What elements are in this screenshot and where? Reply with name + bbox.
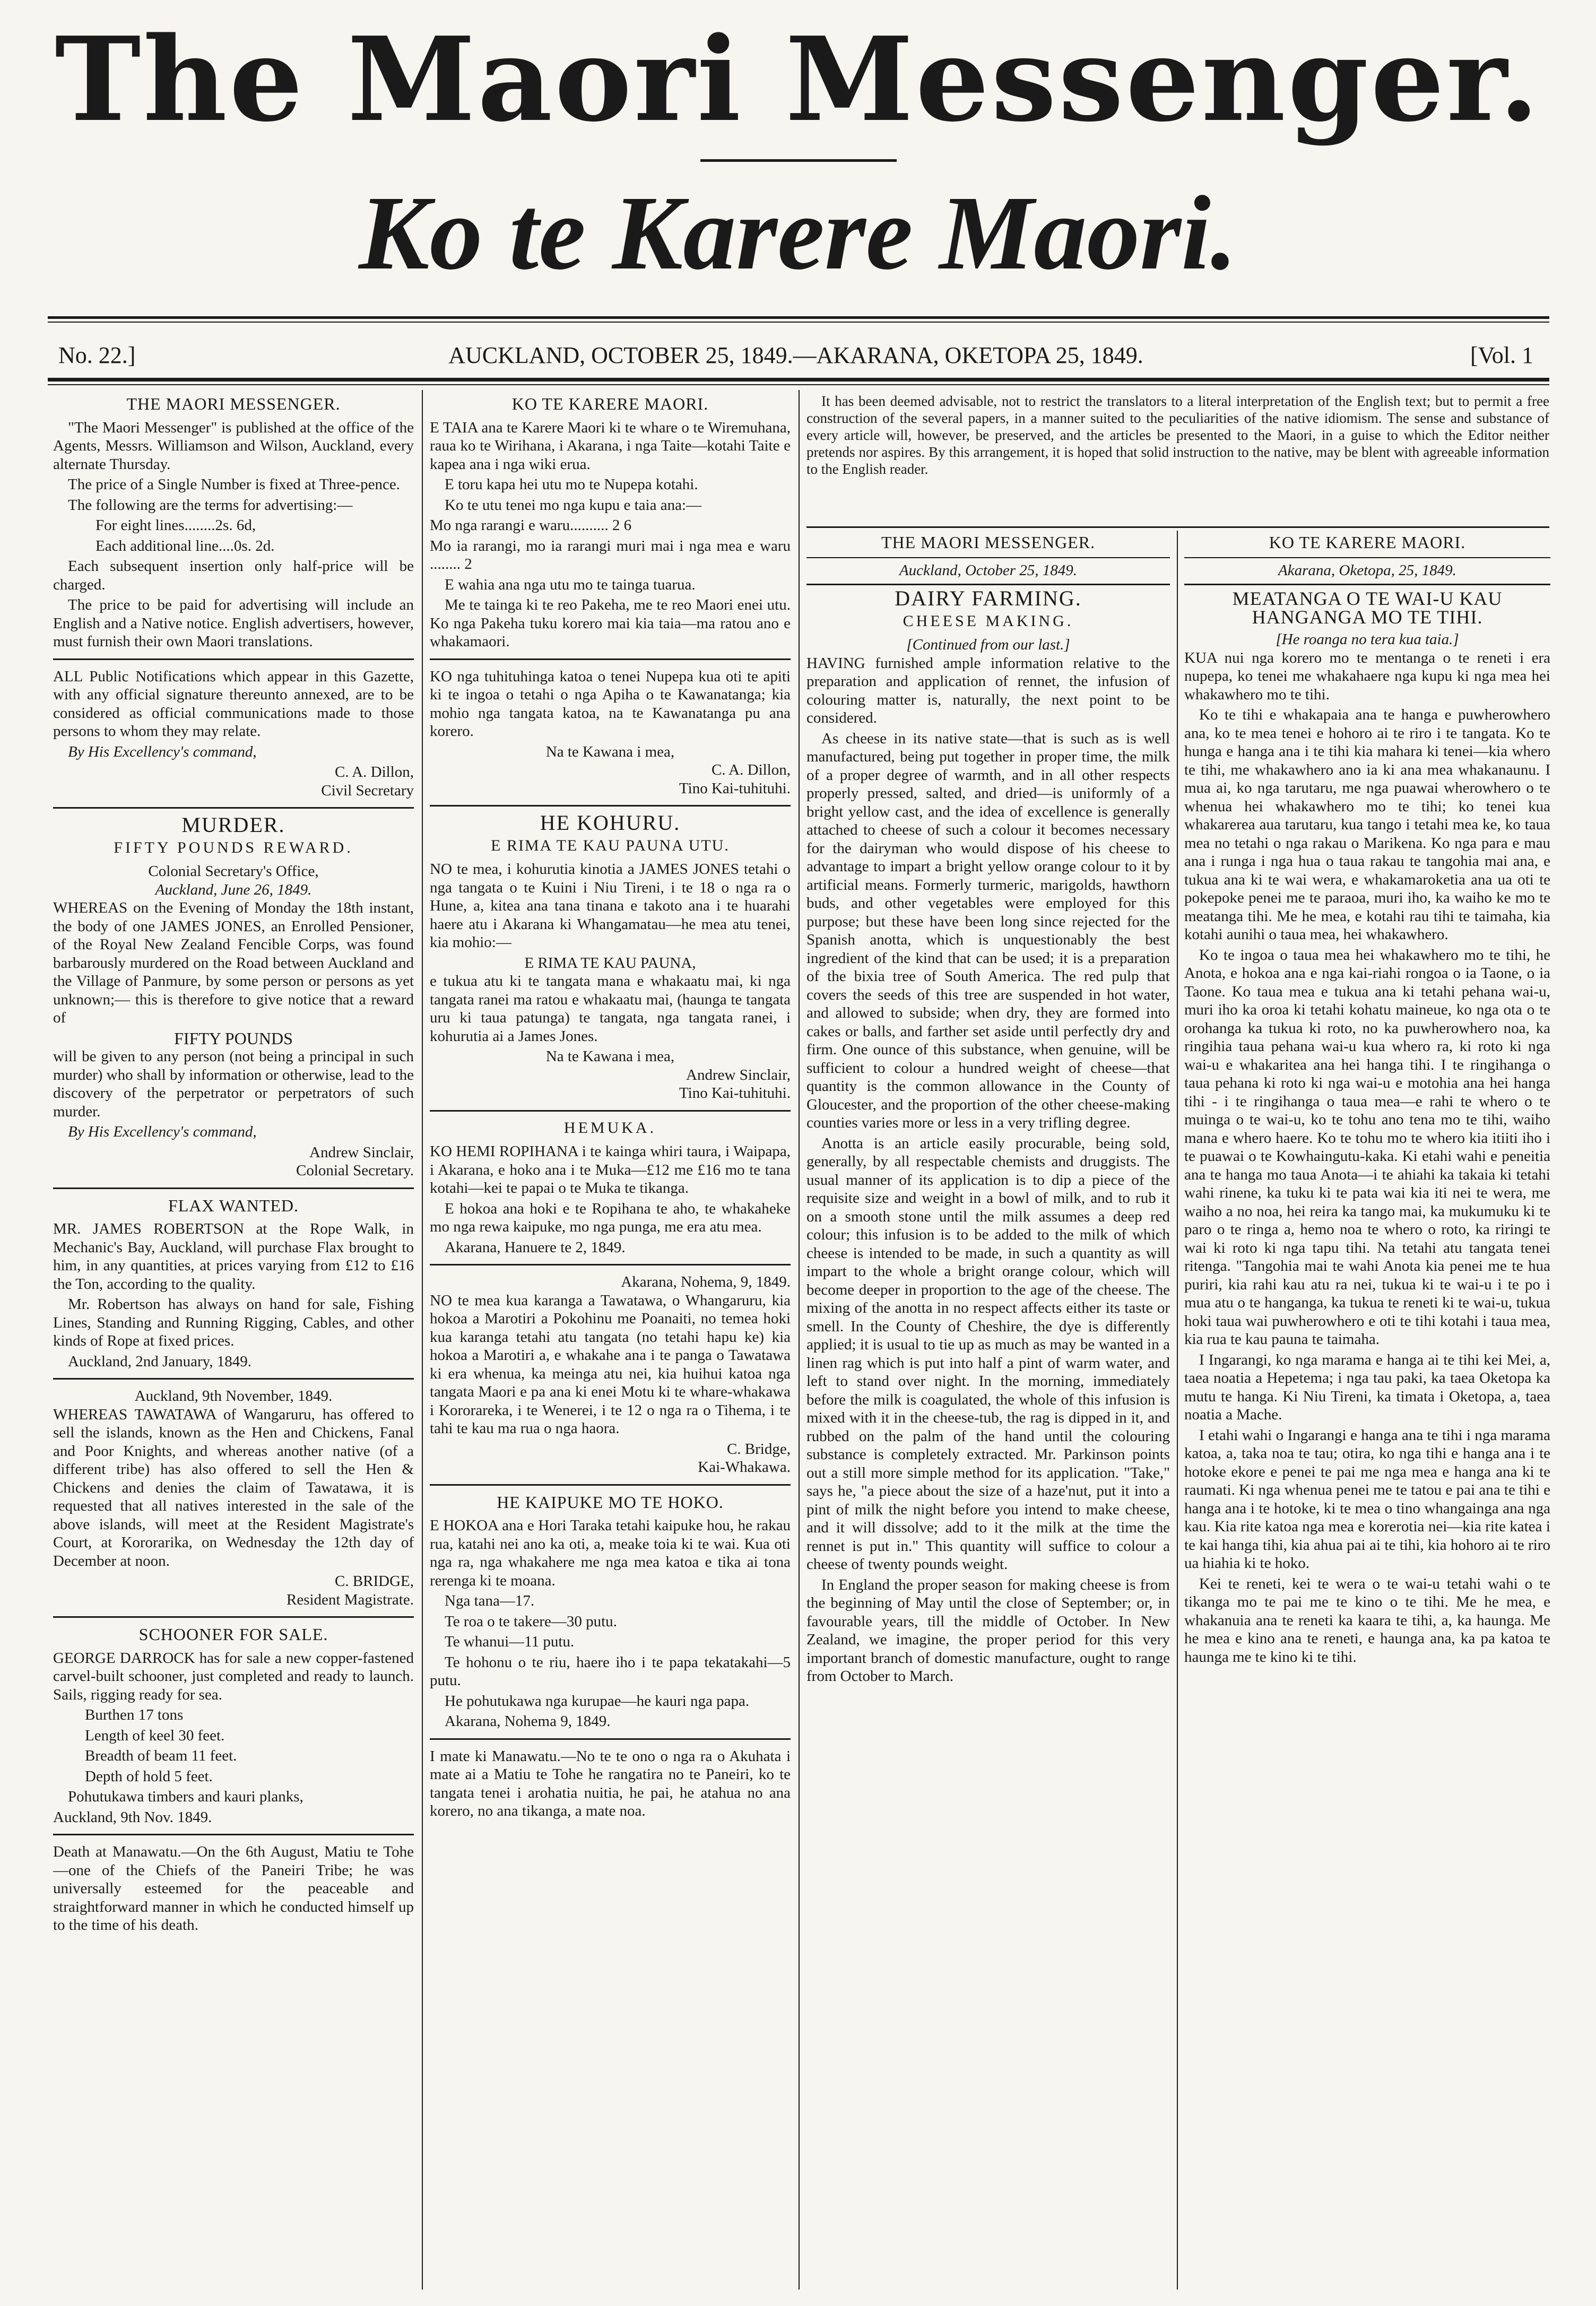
column-maori-article xyxy=(1184,533,1550,2298)
signature-title: Tino Kai-tuhituhi. xyxy=(679,1085,791,1102)
section-rule xyxy=(430,1738,791,1740)
paragraph: I etahi wahi o Ingarangi e hanga ana te tihi i nga marama katoa, a, taka noa te tau; otira, ko nga tihi e hanga ana i te hotoke ekore e penei te pai me nga mea e hanga ana ki te raumati. Ki nga whenua penei me te tatou e pai ana te tihi e hanga ana i te hotoke, ki te mea o tino whangainga ana nga kau. Kia rite katoa nga mea e korerotia nei—kia rite katea i te kai hanga tihi, kia ahua pai ai te tihi, kia hohoro ai te riro ua hiahia ki te hoko. xyxy=(1184,1426,1550,1572)
volume-number: [Vol. 1 xyxy=(1470,342,1533,368)
paragraph: E wahia ana nga utu mo te tainga tuarua. xyxy=(445,576,696,593)
paragraph: Each subsequent insertion only half-price will be charged. xyxy=(53,558,414,593)
date-line: Auckland, 9th Nov. 1849. xyxy=(53,1808,212,1826)
paragraph: Me te tainga ki te reo Pakeha, me te reo Maori enei utu. Ko nga Pakeha tuku korero mai kia taia—ma ratou ano e whakamaori. xyxy=(430,596,791,650)
column-divider xyxy=(1177,531,1178,2290)
article-heading: HEMUKA. xyxy=(563,1119,657,1137)
issue-date: Auckland, October 25, 1849. xyxy=(899,561,1078,579)
signature-title: Tino Kai-tuhituhi. xyxy=(679,779,791,797)
signature-name: Andrew Sinclair, xyxy=(309,1143,414,1161)
paragraph: E toru kapa hei utu mo te Nupepa kotahi. xyxy=(445,476,698,493)
column-english-article xyxy=(806,533,1170,2298)
issue-date: Akarana, Oketopa, 25, 1849. xyxy=(1278,561,1456,579)
spec-line: Pohutukawa timbers and kauri planks, xyxy=(68,1788,303,1805)
paragraph: Anotta is an article easily procurable, being sold, generally, by all respectable chemists and druggists. The usual manner of its application is to dip a piece of the requisite size and weight in a bowl of milk, and to rub it on a smooth stone until the milk assumes a deep red colour; this infusion is to be added to the milk of which cheese is intended to be made, in such a quantity as will impart to the whole a bright orange colour, which will become deeper in proportion to the age of the cheese. The mixing of the anotta in no respect affects either its taste or smell. In the County of Cheshire, the dye is differently applied; it is usual to tie up as much as may be wanted in a linen rag which is put into half a pint of warm water, and left to stand over night. In the morning, immediately before the milk is coagulated, the whole of this infusion is mixed with it in the cheese-tub, the rag is dipped in it, and rubbed on the palm of the hand until the colouring substance is completely extracted. Mr. Parkinson points out a still more simple method for its application. "Take," says he, "a piece about the size of a haze'nut, put it into a pint of milk the night before you intend to make cheese, and it will dissolve; add to it the milk at the time the rennet is put in." This quantity will suffice to colour a cheese of twenty pounds weight. xyxy=(806,1134,1170,1573)
spec-line: He pohutukawa nga kurupae—he kauri nga papa. xyxy=(445,1692,750,1710)
article-title: MEATANGA O TE WAI-U KAU HANGANGA MO TE TIHI. xyxy=(1232,588,1503,628)
paragraph: I Ingarangi, ko nga marama e hanga ai te tihi kei Mei, a, taea noatia a Hepetema; i nga tau paki, ka taea Oketopa ka mutu te hanga. Ki Niu Tireni, ka timata i Oketopa, a, taea noatia a Mache. xyxy=(1184,1351,1550,1423)
paragraph: Ko te utu tenei mo nga kupu e taia ana:— xyxy=(445,496,701,514)
section-rule xyxy=(53,807,414,809)
paragraph: WHEREAS on the Evening of Monday the 18th instant, the body of one JAMES JONES, an Enrolled Pensioner, of the Royal New Zealand Fencible Corps, was found barbarously murdered on the Road between Auckland and the Village of Panmure, by some person or persons as yet unknown;— this is therefore to give notice that a reward of xyxy=(53,899,414,1026)
section-heading: THE MAORI MESSENGER. xyxy=(881,533,1096,552)
spec-line: Te roa o te takere—30 putu. xyxy=(445,1613,617,1630)
section-rule xyxy=(53,1834,414,1835)
signature-name: C. A. Dillon, xyxy=(334,764,414,781)
section-rule xyxy=(1184,557,1550,558)
article-heading: SCHOONER FOR SALE. xyxy=(138,1625,328,1644)
signature-name: Andrew Sinclair, xyxy=(686,1066,791,1083)
section-rule xyxy=(430,1264,791,1265)
spec-line: Te whanui—11 putu. xyxy=(445,1633,575,1650)
rate-line: For eight lines........2s. 6d, xyxy=(96,517,256,534)
column-english-notices xyxy=(53,393,414,2298)
section-rule xyxy=(1184,584,1550,585)
date-line: Auckland, 2nd January, 1849. xyxy=(68,1353,252,1370)
date-line: Akarana, Nohema, 9, 1849. xyxy=(621,1273,791,1290)
paragraph: WHEREAS TAWATAWA of Wangaruru, has offered to sell the islands, known as the Hen and Chickens, Fanal and Poor Knights, and whereas another native (of a different tribe) has also offered to sell the Hen & Chickens and denies the claim of Tawatawa, it is requested that all natives interested in the sale of the above islands, will meet at the Resident Magistrate's Court, at Kororarika, on Wednesday the 12th day of December at noon. xyxy=(53,1406,414,1570)
paragraph: The following are the terms for advertising:— xyxy=(68,496,353,514)
command-line: By His Excellency's command, xyxy=(68,1123,257,1140)
masthead-divider xyxy=(700,159,897,162)
paragraph: It has been deemed advisable, not to restrict the translators to a literal interpretation of the English text; but to permit a free construction of the several papers, in a manner suited to the peculiarities of the native idiomism. The sense and substance of every article will, however, be preserved, and the articles be presented to the Maori, in a guise to which the Editor neither pretends nor aspires. By this arrangement, it is hoped that solid instruction to the native, may be blent with agreeable information to the English reader. xyxy=(806,393,1549,477)
dateline-rule-thin xyxy=(48,384,1549,385)
column-divider xyxy=(799,390,800,2290)
section-heading: KO TE KARERE MAORI. xyxy=(1269,533,1466,552)
notice-paragraph: ALL Public Notifications which appear in this Gazette, with any official signature thereunto annexed, are to be considered as official communications made to those persons to whom they may relate. xyxy=(53,667,414,740)
paragraph: E HOKOA ana e Hori Taraka tetahi kaipuke hou, he rakau rua, katahi nei ano ka oti, a, meake toia ki te wai. Kua oti nga ra, nga whakahere me nga mea katoa e tika ai tona rerenga ki te moana. xyxy=(430,1517,791,1589)
reward-amount: E RIMA TE KAU PAUNA, xyxy=(524,954,696,972)
article-heading: HE KAIPUKE MO TE HOKO. xyxy=(497,1492,724,1512)
issue-date: AUCKLAND, OCTOBER 25, 1849.—AKARANA, OKETOPA 25, 1849. xyxy=(448,342,1143,368)
paragraph: HAVING furnished ample information relative to the preparation and application of rennet, the infusion of colouring matter is, naturally, the next point to be considered. xyxy=(806,654,1170,726)
command-line: Na te Kawana i mea, xyxy=(545,1048,675,1065)
article-heading: MURDER. xyxy=(181,813,285,837)
paragraph: Death at Manawatu.—On the 6th August, Matiu te Tohe—one of the Chiefs of the Paneiri Tribe; he was universally esteemed for the peaceable and straightforward manner in which he conducted himself up to the time of his death. xyxy=(53,1843,414,1934)
section-rule xyxy=(806,557,1170,558)
date-line: Auckland, 9th November, 1849. xyxy=(134,1388,333,1405)
dateline xyxy=(58,340,1533,371)
editorial-note xyxy=(806,393,1549,525)
signature-title: Civil Secretary xyxy=(321,782,414,799)
section-rule xyxy=(53,1616,414,1618)
paragraph: As cheese in its native state—that is such as is well manufactured, being put together in proper time, the milk of a proper degree of warmth, and in all other respects properly pressed, salted, and dried—is uniformly of a bright yellow cast, and the idea of excellence is generally attached to cheese of such a colour it becomes necessary for the dairyman who would dispose of his cheese to advantage to impart a bright yellow orange colour to it by artificial means. Formerly turmeric, marigolds, hawthorn buds, and other vegetables were employed for this purpose; but these have been long since rejected for the Spanish anotta, which is unquestionably the best ingredient of the kind that can be used; it is a preparation of the bixia tree of South America. The red pulp that covers the seeds of this tree are suspended in hot water, and allowed to subside; when dry, they are formed into cakes or balls, and farther set aside until perfectly dry and firm. One ounce of this substance, when genuine, will be sufficient to colour a hundred weight of cheese—that quantity is the common allowance in the County of Gloucester, and the proportion of the other cheese-making counties varies more or less in a very trifling degree. xyxy=(806,730,1170,1131)
paragraph: In England the proper season for making cheese is from the beginning of May until the close of September; or, in favourable years, till the middle of October. In New Zealand, we imagine, the proper period for this very important branch of domestic manufacture, ought to range from October to March. xyxy=(806,1576,1170,1685)
section-rule xyxy=(53,658,414,660)
article-title: DAIRY FARMING. xyxy=(895,586,1082,610)
top-rule xyxy=(48,316,1549,319)
section-heading: KO TE KARERE MAORI. xyxy=(511,394,709,413)
paragraph: KUA nui nga korero mo te mentanga o te reneti i era nupepa, ko tenei me whakahaere nga kupu ki nga mea hei whakawhero mo te tihi. xyxy=(1184,649,1550,703)
paragraph: Ko te tihi e whakapaia ana te hanga e puwherowhero ana, ko te mea tenei e hohoro ai te riro i te tangata. Ko te hunga e hanga ana i te tihi kia mahara ki tenei—kia whero te tihi, me whakawhero ano ia ki ana mea whakanaunu. I mua ai, ko nga tarutaru, me nga puawai wherowhero o te whenua hei whakawhero mo te tihi; ko tenei kua whakarerea aua tarutaru, kua tango i tetahi mea ke, ko taua mea no tetahi o nga rakau o Marikena. Ko nga para e mau ana i runga i nga hua o taua rakau te tangohia mai ana, e tukua ana ki te wai wera, e whakamaroketia ana ua oti te pokepoke penei me te paraoa, muri iho, ka waiho ke mo te meatanga tihi. Me he mea, e kotahi rau tihi te taimaha, kia kotahi aunihi o taua mea, hei whakawhero. xyxy=(1184,706,1550,943)
reward-amount: FIFTY POUNDS xyxy=(174,1028,293,1048)
spec-line: Burthen 17 tons xyxy=(85,1706,184,1723)
section-rule xyxy=(430,805,791,807)
paragraph: MR. JAMES ROBERTSON at the Rope Walk, in Mechanic's Bay, Auckland, will purchase Flax brought to him, in any quantities, at prices varying from £12 to £16 the Ton, according to the quality. xyxy=(53,1220,414,1293)
paragraph: E hokoa ana hoki e te Ropihana te aho, te whakaheke mo nga rewa kaipuke, mo nga punga, me era atu mea. xyxy=(430,1200,791,1235)
paragraph: KO HEMI ROPIHANA i te kainga whiri taura, i Waipapa, i Akarana, e hoko ana i te Muka—£12 me £16 mo te tana kotahi—kei te papai o te Muka te tikanga. xyxy=(430,1143,791,1197)
signature-title: Colonial Secretary. xyxy=(296,1162,414,1179)
spec-line: Nga tana—17. xyxy=(445,1592,535,1609)
office-date: Auckland, June 26, 1849. xyxy=(155,881,312,898)
paragraph: NO te mea, i kohurutia kinotia a JAMES JONES tetahi o nga tangata o te Kuini i Niu Tireni, i te 18 o nga ra o Hune, a, kitea ana tana tinana e takoto ana i te huarahi haere atu i Akarana ki Whangamatau—he mea atu tenei, kia mohio:— xyxy=(430,861,791,951)
signature-name: C. A. Dillon, xyxy=(711,761,791,778)
column-divider xyxy=(422,390,423,2290)
spec-line: Depth of hold 5 feet. xyxy=(85,1767,213,1785)
section-rule xyxy=(53,1378,414,1380)
paragraph: Kei te reneti, kei te wera o te wai-u tetahi wahi o te tikanga mo te pai me te kino o te tihi. Me he mea, e whakanuia ana te reneti ka kaara te tihi, a, ka haunga. Me he mea e kino ana te reneti, e haunga ana, ka pa katoa te haunga me te kino ki te tihi. xyxy=(1184,1575,1550,1666)
date-line: Akarana, Hanuere te 2, 1849. xyxy=(445,1238,626,1256)
rate-line: Mo nga rarangi e waru.......... 2 6 xyxy=(430,517,632,534)
spec-line: Length of keel 30 feet. xyxy=(85,1727,225,1744)
paragraph: The price to be paid for advertising will include an English and a Native notice. English advertisers, however, must furnish their own Maori translations. xyxy=(53,596,414,650)
section-rule xyxy=(430,658,791,660)
paragraph: GEORGE DARROCK has for sale a new copper-fastened carvel-built schooner, just completed and ready to launch. Sails, rigging ready for sea. xyxy=(53,1649,414,1703)
section-rule xyxy=(430,1110,791,1112)
article-subheading: FIFTY POUNDS REWARD. xyxy=(114,838,353,856)
paragraph: I mate ki Manawatu.—No te te ono o nga ra o Akuhata i mate ai a Matiu te Tohe he rangatira no te Paneiri, ko te tangata tenei i arohatia nuitia, he pai, he atahua no ana korero, no ana tikanga, a mate noa. xyxy=(430,1747,791,1819)
dateline-rule xyxy=(48,378,1549,382)
article-subtitle: CHEESE MAKING. xyxy=(903,612,1074,630)
rate-line: Each additional line....0s. 2d. xyxy=(96,537,275,554)
section-rule xyxy=(53,1187,414,1189)
article-heading: FLAX WANTED. xyxy=(168,1195,299,1215)
issue-number: No. 22.] xyxy=(58,342,136,368)
spec-line: Te hohonu o te riu, haere iho i te papa tekatakahi—5 putu. xyxy=(430,1653,791,1689)
paragraph: E TAIA ana te Karere Maori ki te whare o te Wiremuhana, raua ko te Wirihana, i Akarana, i nga Taite—kotahi Taite e kapea ana i nga wiki erua. xyxy=(430,419,791,473)
command-line: By His Excellency's command, xyxy=(68,743,257,760)
rate-line: Mo ia rarangi, mo ia rarangi muri mai i nga mea e waru ........ 2 xyxy=(430,537,791,573)
paragraph: will be given to any person (not being a principal in such murder) who shall by information or otherwise, lead to the discovery of the perpetrator or perpetrators of such murder. xyxy=(53,1048,414,1120)
section-rule xyxy=(806,584,1170,585)
continued-note: [Continued from our last.] xyxy=(906,636,1070,653)
section-rule xyxy=(430,1484,791,1486)
paragraph: Ko te ingoa o taua mea hei whakawhero mo te tihi, he Anota, e hokoa ana e nga kai-riahi rongoa o ia Taone, o ia Taone. Ko taua mea e tukua ana ki tetahi pehana wai-u, muri iho ka oroa ki tetahi kohatu maineue, ko nga ota o te orohanga ka tukua ki roto, no ka puwherowhero noa, ka ringihia taua pehana wai-u kua whero ra, ki roto ki nga wai-u e whakaritea ana hei hanga tihi. I te ringihanga o taua pehana ki roto ki nga wai-u e motohia ana hei hanga tihi - i te ringihanga o taua mea—e rahi te whero o te muinga o te wai-u, ko te tohu ano tena mo te tihi, waiho mana e whero haere. Ko te tohu mo te whero kia itiiti iho i te puawai o te Kowhaingutu-kaka. Ki etahi wahi e peneitia ana te hanga mo taua Anota—i te ahiahi ka takaia ki tetahi wahi rinene, ka tuku ki te pata wai kia iti nei te wera, me waiho a no noa, hei reira ka tango mai, ka mukumuku ki te paro o te ringa a, hemo noa te whero o roto, ka riringi te wai ki roto ki nga tapu tihi. Na tetahi atu tangata tenei ritenga. "Tangohia mai te wahi Anota kia penei me te hua puriri, kia rahi kau atu ra nei, tukua ki te wai-u i te po i mua atu o te hanganga, ka tukua te reneti ki te wai-u, tukua hoki taua wai puwherowhero e oti te tihi kotahi i taua mea, kia rua te kau pauna te taimaha. xyxy=(1184,946,1550,1348)
top-rule-thin xyxy=(48,322,1549,323)
paragraph: NO te mea kua karanga a Tawatawa, o Whangaruru, kia hokoa a Marotiri a Pokohinu me Poanaiti, no temea hoki kua karanga tetahi atu tangata (no tetahi hapu ke) kia hokoa a Marotiri a, e whakahe ana i te panga o Tawatawa ki era whenua, ka meinga atu nei, kia huihui katoa nga tangata Maori e pa ana ki enei Motu ki te whare-whakawa i Kororareka, i te Wenerei, i te 12 o nga ra o Tihema, i te tahi te kau ma rua o nga haora. xyxy=(430,1291,791,1437)
signature-title: Kai-Whakawa. xyxy=(698,1459,791,1476)
spec-line: Breadth of beam 11 feet. xyxy=(85,1747,237,1764)
office-line: Colonial Secretary's Office, xyxy=(148,863,319,880)
signature-title: Resident Magistrate. xyxy=(286,1591,414,1608)
masthead-title: The Maori Messenger. xyxy=(55,12,1541,148)
notice-paragraph: KO nga tuhituhinga katoa o tenei Nupepa kua oti te apiti ki te ingoa o tetahi o nga Apiha o te Kawanatanga; kia mohio nga tangata katoa, na te Kawanatanga pu ana korero. xyxy=(430,667,791,740)
section-heading: THE MAORI MESSENGER. xyxy=(126,394,341,413)
signature-name: C. BRIDGE, xyxy=(334,1573,414,1590)
paragraph: Mr. Robertson has always on hand for sale, Fishing Lines, Standing and Running Rigging, Cables, and other kinds of Rope at fixed prices. xyxy=(53,1296,414,1349)
masthead-subtitle: Ko te Karere Maori. xyxy=(359,175,1237,292)
paragraph: "The Maori Messenger" is published at the office of the Agents, Messrs. Williamson and Wilson, Auckland, every alternate Thursday. xyxy=(53,419,414,473)
paragraph: The price of a Single Number is fixed at Three-pence. xyxy=(68,476,400,493)
command-line: Na te Kawana i mea, xyxy=(545,743,675,760)
date-line: Akarana, Nohema 9, 1849. xyxy=(445,1713,611,1730)
column-maori-notices xyxy=(430,393,791,2298)
article-subheading: E RIMA TE KAU PAUNA UTU. xyxy=(491,836,730,854)
continued-note: [He roanga no tera kua taia.] xyxy=(1276,631,1459,648)
signature-name: C. Bridge, xyxy=(726,1440,791,1458)
article-heading: HE KOHURU. xyxy=(540,811,681,835)
note-rule xyxy=(806,526,1549,528)
paragraph: e tukua atu ki te tangata mana e whakaatu mai, ki nga tangata ranei ma ratou e whakaatu mai, (haunga te tangata uru ki taua patunga) te tangata, nga tangata ranei, i kohurutia ai a James Jones. xyxy=(430,973,791,1045)
